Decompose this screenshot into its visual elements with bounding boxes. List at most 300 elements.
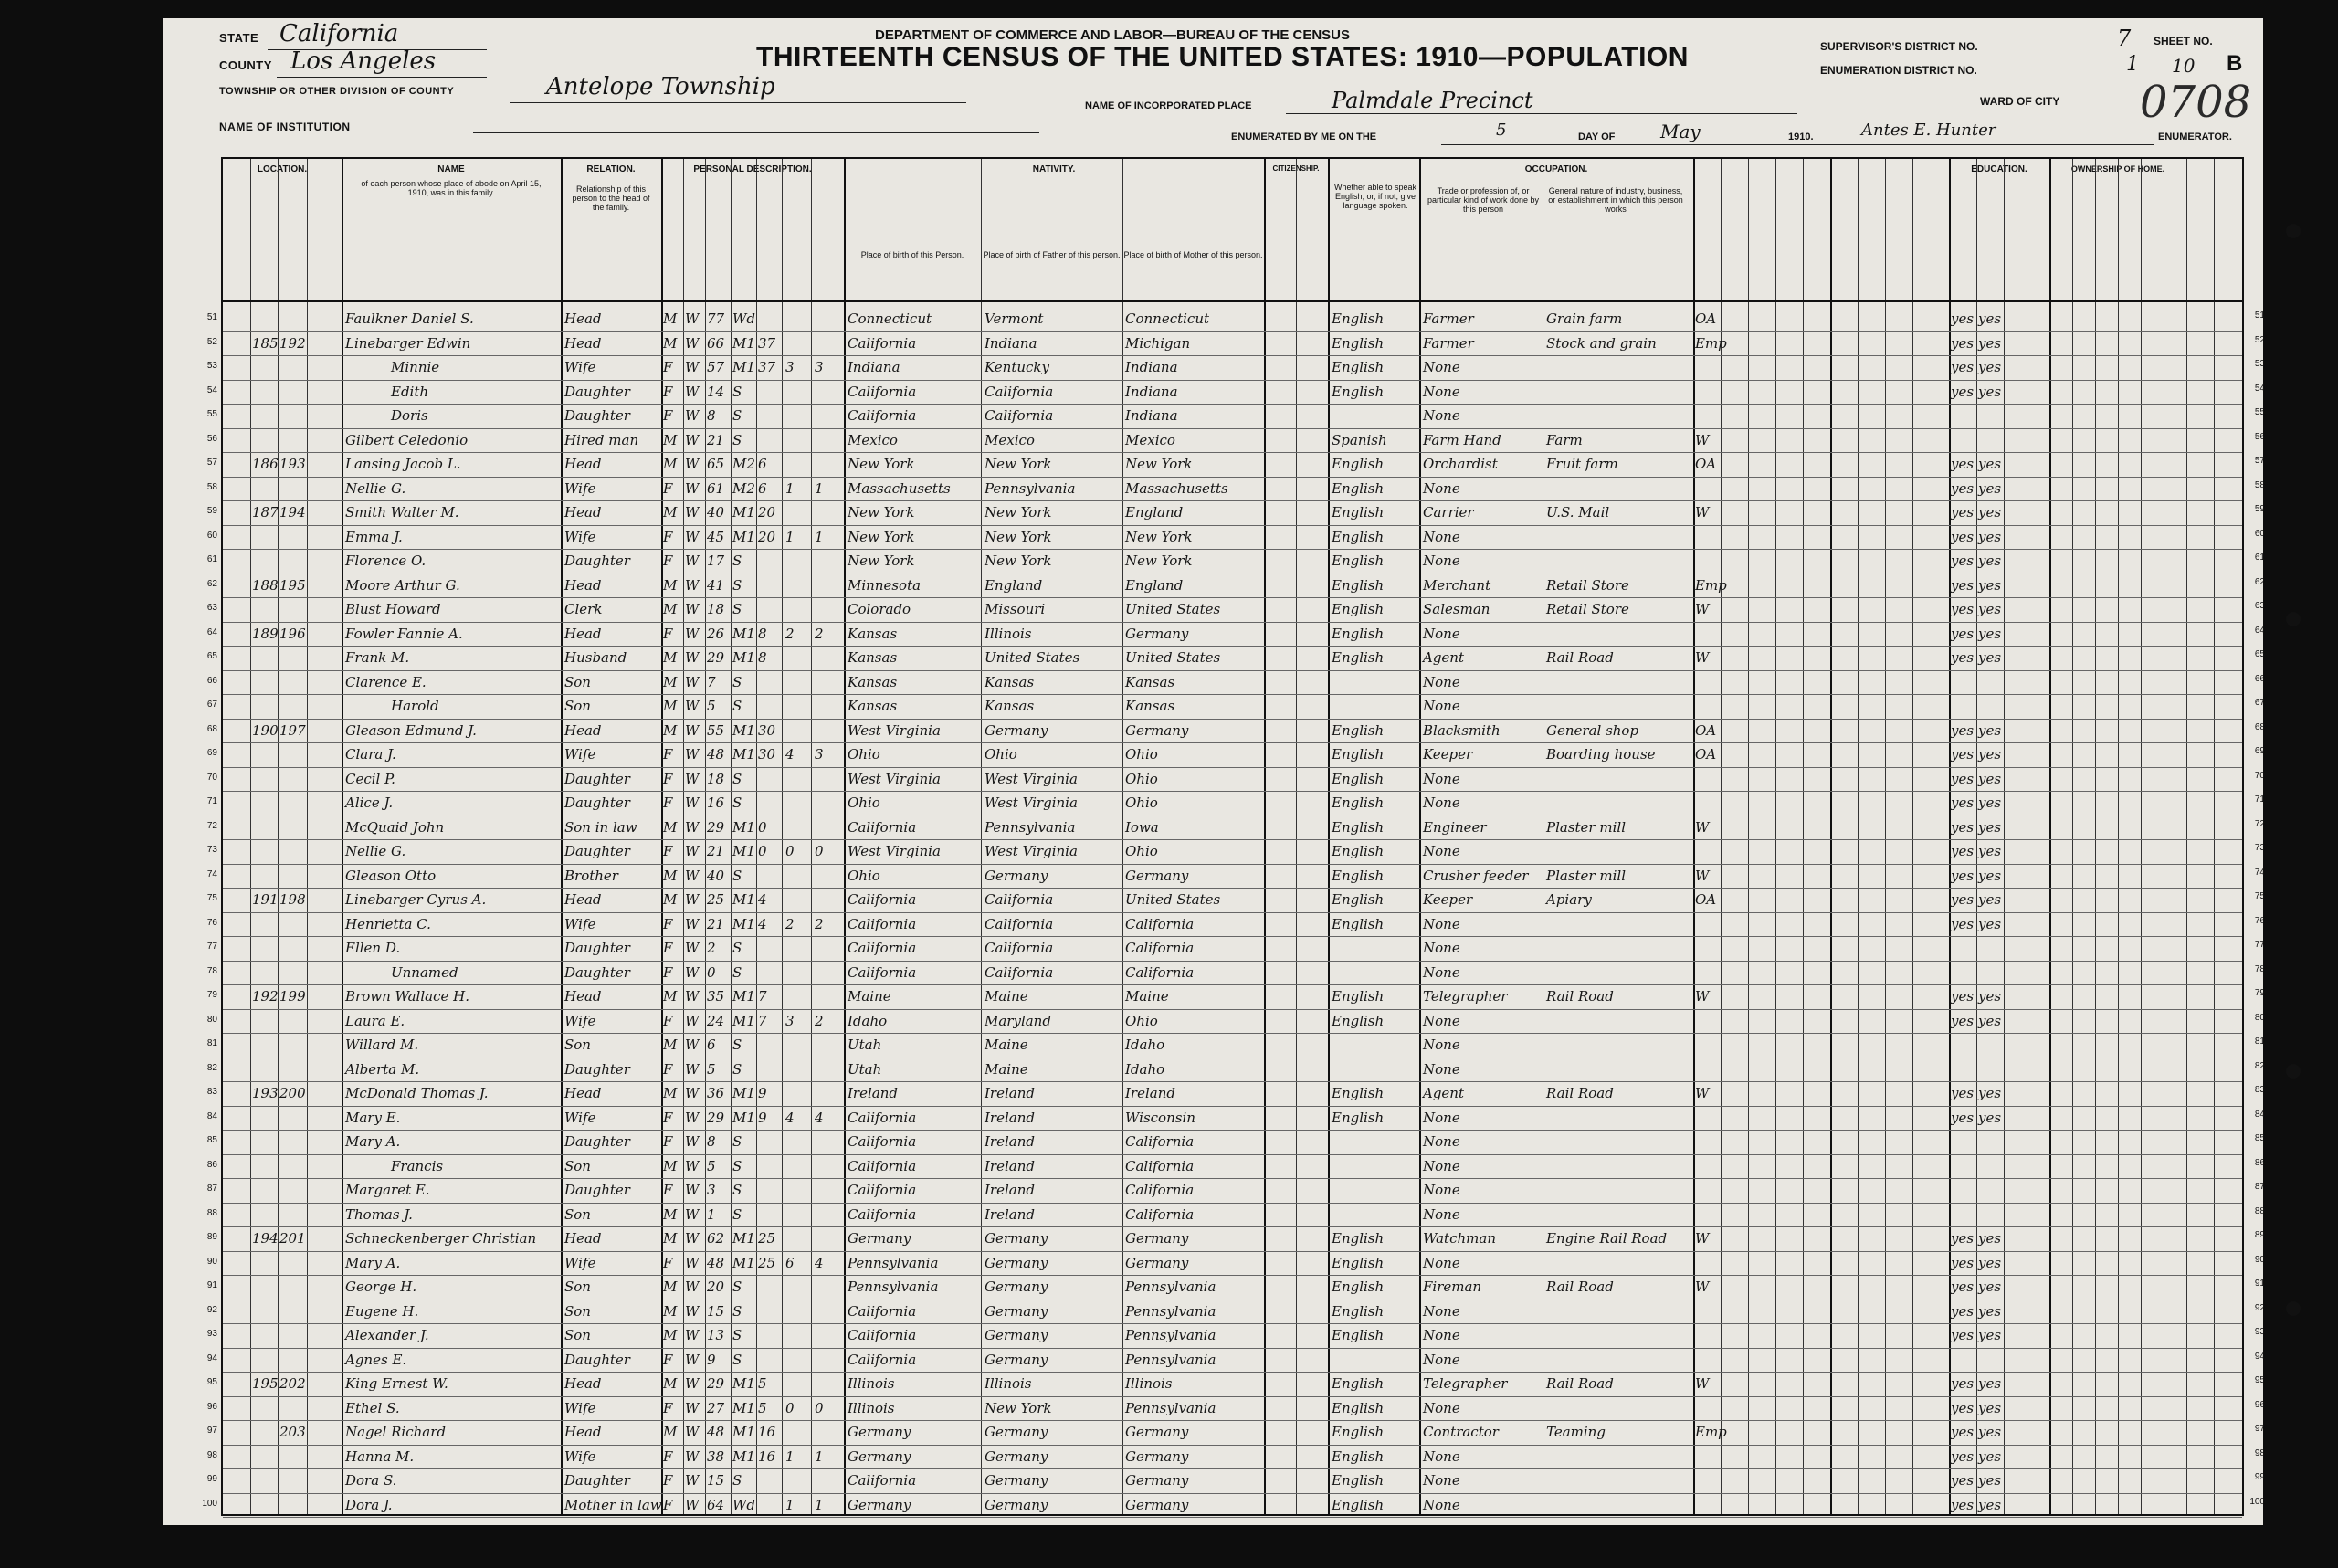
line-number: 61: [206, 554, 217, 564]
birthplace-father: Ireland: [985, 1182, 1035, 1198]
dwelling-number: [252, 1446, 278, 1468]
marital-status: M1: [732, 915, 755, 932]
marital-status: M1: [732, 818, 755, 836]
line-number-right: 66: [2254, 673, 2265, 684]
worker-class: W: [1695, 988, 1710, 1005]
children-born: [785, 429, 809, 451]
person-name: Dora J.: [345, 1496, 393, 1513]
can-read: yes: [1951, 504, 1975, 521]
line-number: 86: [206, 1159, 217, 1170]
group-citizenship: CITIZENSHIP.: [1272, 164, 1320, 173]
line-number: 91: [206, 1280, 217, 1290]
relation: Head: [564, 891, 602, 908]
line-number-right: 54: [2254, 383, 2265, 394]
line-number: 56: [206, 433, 217, 444]
race: W: [685, 1230, 700, 1247]
marital-status: M1: [732, 334, 755, 352]
census-sheet: [163, 18, 2263, 1525]
birthplace-father: Maine: [985, 1060, 1028, 1078]
birthplace-father: Kentucky: [985, 359, 1049, 375]
birthplace-father: England: [985, 576, 1043, 594]
worker-class: [1695, 1469, 1722, 1491]
relation: Head: [564, 988, 602, 1005]
can-read: yes: [1951, 1327, 1975, 1343]
dwelling-number: [252, 768, 278, 790]
occupation-industry: General shop: [1546, 721, 1639, 739]
occupation-trade: None: [1423, 963, 1460, 981]
line-number: 95: [206, 1377, 217, 1387]
person-name: Mary E.: [345, 1109, 401, 1126]
children-born: [785, 865, 809, 887]
sex: M: [663, 721, 678, 739]
marital-status: M1: [732, 359, 755, 375]
occupation-industry: Apiary: [1546, 891, 1592, 908]
birthplace-person: Minnesota: [848, 576, 922, 594]
can-write: yes: [1978, 504, 2002, 521]
census-title: THIRTEENTH CENSUS OF THE UNITED STATES: 1910—POPULATION: [756, 42, 1689, 72]
age: 20: [707, 1279, 725, 1295]
family-number: [279, 1107, 307, 1129]
family-number: [279, 1252, 307, 1274]
family-number: 197: [279, 721, 306, 739]
occupation-trade: Contractor: [1423, 1424, 1499, 1440]
marital-status: S: [732, 1182, 742, 1198]
family-number: [279, 1397, 307, 1419]
children-born: [785, 720, 809, 742]
birthplace-person: California: [848, 915, 917, 932]
children-born: [785, 1469, 809, 1491]
age: 16: [707, 795, 725, 811]
relation: Hired man: [564, 431, 639, 448]
children-born: [785, 695, 809, 717]
person-name: Laura E.: [345, 1012, 405, 1029]
years-married: 16: [758, 1424, 776, 1440]
birthplace-person: Ohio: [848, 867, 880, 884]
occupation-industry: Plaster mill: [1546, 818, 1626, 836]
can-read: yes: [1951, 867, 1975, 884]
line-number: 77: [206, 942, 217, 952]
birthplace-person: Utah: [848, 1037, 882, 1053]
children-living: [815, 501, 842, 523]
dwelling-number: [252, 647, 278, 668]
sex: F: [663, 746, 673, 763]
language: English: [1332, 576, 1385, 594]
line-number-right: 61: [2254, 552, 2265, 563]
birthplace-mother: Ireland: [1125, 1085, 1175, 1101]
birthplace-mother: Idaho: [1125, 1037, 1165, 1053]
sex: F: [663, 1399, 673, 1416]
birthplace-person: Germany: [848, 1230, 911, 1247]
age: 36: [707, 1085, 725, 1101]
birthplace-person: Idaho: [848, 1012, 888, 1029]
birthplace-mother: Germany: [1125, 1496, 1189, 1513]
race: W: [685, 818, 700, 836]
family-number: 200: [279, 1085, 306, 1101]
person-name: Nellie G.: [345, 843, 406, 859]
worker-class: W: [1695, 1375, 1710, 1392]
children-living: 3: [815, 359, 824, 375]
relation: Daughter: [564, 1182, 630, 1198]
race: W: [685, 770, 700, 787]
occupation-trade: Telegrapher: [1423, 1375, 1508, 1392]
marital-status: S: [732, 576, 742, 594]
worker-class: [1695, 1107, 1722, 1129]
line-number-right: 57: [2254, 456, 2265, 466]
years-married: [758, 405, 782, 426]
dwelling-number: [252, 1300, 278, 1322]
birthplace-mother: Massachusetts: [1125, 479, 1228, 497]
race: W: [685, 1254, 700, 1271]
line-number: 74: [206, 868, 217, 879]
occupation-industry: [1546, 1179, 1692, 1201]
person-name: Alexander J.: [345, 1327, 429, 1343]
can-read: yes: [1951, 334, 1975, 352]
marital-status: S: [732, 673, 742, 690]
birthplace-father: Ireland: [985, 1133, 1035, 1150]
marital-status: M1: [732, 1424, 755, 1440]
can-write: yes: [1978, 746, 2002, 763]
relation: Son: [564, 1327, 591, 1343]
occupation-industry: Stock and grain: [1546, 334, 1657, 352]
birthplace-mother: United States: [1125, 891, 1221, 908]
birthplace-mother: Pennsylvania: [1125, 1302, 1216, 1320]
birthplace-father: Indiana: [985, 334, 1037, 352]
marital-status: M1: [732, 1085, 755, 1101]
children-born: [785, 574, 809, 596]
birthplace-mother: Germany: [1125, 1424, 1189, 1440]
children-born: [785, 332, 809, 354]
can-write: yes: [1978, 1302, 2002, 1320]
family-number: 202: [279, 1375, 306, 1392]
years-married: [758, 695, 782, 717]
birthplace-person: California: [848, 891, 917, 908]
language: English: [1332, 1472, 1385, 1489]
worker-class: [1695, 1349, 1722, 1371]
occupation-trade: Watchman: [1423, 1230, 1496, 1247]
marital-status: M1: [732, 504, 755, 521]
birthplace-father: Ireland: [985, 1085, 1035, 1101]
occupation-industry: [1546, 1446, 1692, 1468]
years-married: 8: [758, 649, 767, 666]
years-married: 5: [758, 1399, 767, 1416]
dwelling-number: [252, 1276, 278, 1298]
can-write: yes: [1978, 721, 2002, 739]
dwelling-number: [252, 816, 278, 838]
years-married: [758, 1276, 782, 1298]
line-number: 79: [206, 990, 217, 1000]
can-write: yes: [1978, 310, 2002, 327]
dwelling-number: [252, 1204, 278, 1226]
children-born: 1: [785, 528, 795, 545]
children-living: [815, 1469, 842, 1491]
occupation-industry: [1546, 1058, 1692, 1080]
person-name: Schneckenberger Christian: [345, 1230, 537, 1247]
age: 14: [707, 383, 725, 400]
birthplace-mother: England: [1125, 576, 1184, 594]
years-married: 25: [758, 1254, 776, 1271]
county-underline: [277, 77, 487, 78]
can-write: yes: [1978, 1447, 2002, 1465]
language: English: [1332, 1279, 1385, 1295]
worker-class: W: [1695, 867, 1710, 884]
children-born: [785, 889, 809, 910]
marital-status: M1: [732, 843, 755, 859]
relation: Daughter: [564, 1133, 630, 1150]
children-born: 0: [785, 843, 795, 859]
birthplace-person: Pennsylvania: [848, 1254, 939, 1271]
family-number: [279, 1276, 307, 1298]
birthplace-person: Connecticut: [848, 310, 932, 327]
can-read: yes: [1951, 1375, 1975, 1392]
occupation-trade: None: [1423, 552, 1460, 569]
line-number-right: 90: [2254, 1254, 2265, 1265]
birthplace-person: Kansas: [848, 698, 898, 714]
can-read: [1951, 1058, 1978, 1080]
can-write: yes: [1978, 1085, 2002, 1101]
birthplace-person: West Virginia: [848, 843, 941, 859]
can-read: [1951, 962, 1978, 984]
birthplace-mother: Indiana: [1125, 359, 1178, 375]
age: 64: [707, 1496, 725, 1513]
relation: Head: [564, 504, 602, 521]
children-living: [815, 1082, 842, 1104]
can-write: yes: [1978, 1496, 2002, 1513]
marital-status: S: [732, 963, 742, 981]
family-number: 194: [279, 504, 306, 521]
occupation-industry: Retail Store: [1546, 601, 1629, 617]
birthplace-father: West Virginia: [985, 770, 1078, 787]
line-number: 97: [206, 1426, 217, 1436]
race: W: [685, 915, 700, 932]
relation: Head: [564, 310, 602, 327]
occupation-trade: Merchant: [1423, 576, 1491, 594]
line-number: 98: [206, 1449, 217, 1460]
can-write: yes: [1978, 1279, 2002, 1295]
occupation-trade: None: [1423, 1327, 1460, 1343]
occupation-trade: None: [1423, 1109, 1460, 1126]
family-number: [279, 1324, 307, 1346]
occupation-trade: None: [1423, 479, 1460, 497]
age: 1: [707, 1205, 716, 1223]
line-number-right: 96: [2254, 1399, 2265, 1410]
line-number-right: 94: [2254, 1351, 2265, 1362]
age: 48: [707, 1254, 725, 1271]
relation: Clerk: [564, 601, 603, 617]
language: English: [1332, 818, 1385, 836]
relation: Head: [564, 625, 602, 642]
state-label: STATE: [219, 31, 259, 45]
children-born: 0: [785, 1399, 795, 1416]
marital-status: M1: [732, 891, 755, 908]
line-number-right: 77: [2254, 940, 2265, 950]
line-number: 93: [206, 1329, 217, 1339]
can-read: yes: [1951, 649, 1975, 666]
birthplace-father: Germany: [985, 1496, 1048, 1513]
age: 21: [707, 915, 725, 932]
sex: F: [663, 1496, 673, 1513]
sex: M: [663, 867, 678, 884]
can-read: yes: [1951, 721, 1975, 739]
children-born: [785, 501, 809, 523]
industry-header: General nature of industry, business, or establishment in which this person works: [1548, 186, 1683, 214]
age: 8: [707, 1133, 716, 1150]
person-name: Ellen D.: [345, 940, 401, 956]
family-number: 199: [279, 988, 306, 1005]
age: 29: [707, 1375, 725, 1392]
person-name: Cecil P.: [345, 770, 395, 787]
age: 8: [707, 407, 716, 424]
occupation-trade: None: [1423, 1472, 1460, 1489]
years-married: [758, 574, 782, 596]
children-living: [815, 937, 842, 959]
sex: M: [663, 891, 678, 908]
birth-father-header: Place of birth of Father of this person.: [983, 250, 1121, 259]
children-born: [785, 1082, 809, 1104]
can-write: yes: [1978, 770, 2002, 787]
children-born: [785, 1324, 809, 1346]
language: English: [1332, 915, 1385, 932]
race: W: [685, 1472, 700, 1489]
can-read: yes: [1951, 1109, 1975, 1126]
relation: Head: [564, 1230, 602, 1247]
dwelling-number: [252, 1421, 278, 1443]
sheet-no: 10: [2172, 55, 2196, 77]
birthplace-father: Vermont: [985, 310, 1044, 327]
children-living: [815, 1421, 842, 1443]
birth-person-header: Place of birth of this Person.: [860, 250, 964, 259]
family-number: [279, 1300, 307, 1322]
marital-status: S: [732, 1037, 742, 1053]
dwelling-number: [252, 381, 278, 403]
sex: F: [663, 915, 673, 932]
can-read: yes: [1951, 1424, 1975, 1440]
occupation-trade: Farm Hand: [1423, 431, 1501, 448]
can-read: yes: [1951, 1230, 1975, 1247]
worker-class: Emp: [1695, 334, 1727, 352]
birthplace-father: Kansas: [985, 673, 1035, 690]
children-living: 3: [815, 746, 824, 763]
institution-underline: [473, 132, 1039, 133]
sex: M: [663, 334, 678, 352]
line-number-right: 63: [2254, 601, 2265, 611]
sex: M: [663, 988, 678, 1005]
language: [1332, 405, 1419, 426]
children-born: [785, 962, 809, 984]
line-number-right: 100: [2249, 1496, 2265, 1507]
birthplace-person: California: [848, 1157, 917, 1174]
worker-class: [1695, 405, 1722, 426]
children-living: 0: [815, 1399, 824, 1416]
birthplace-father: Germany: [985, 1327, 1048, 1343]
sex: M: [663, 1327, 678, 1343]
children-living: 1: [815, 1447, 824, 1465]
sex: M: [663, 1424, 678, 1440]
stamp-number: 0708: [2140, 77, 2252, 128]
line-number: 70: [206, 772, 217, 783]
family-number: 195: [279, 576, 306, 594]
relation: Wife: [564, 1254, 596, 1271]
line-number-right: 82: [2254, 1060, 2265, 1071]
sheet-label: SHEET NO.: [2154, 35, 2213, 47]
children-living: [815, 1179, 842, 1201]
birthplace-person: California: [848, 940, 917, 956]
worker-class: W: [1695, 1230, 1710, 1247]
occupation-trade: None: [1423, 1060, 1460, 1078]
relation: Wife: [564, 359, 596, 375]
birthplace-mother: California: [1125, 1133, 1195, 1150]
can-read: yes: [1951, 479, 1975, 497]
children-born: 1: [785, 479, 795, 497]
age: 18: [707, 601, 725, 617]
marital-status: S: [732, 1327, 742, 1343]
occupation-trade: None: [1423, 1037, 1460, 1053]
line-number: 65: [206, 651, 217, 661]
occupation-trade: None: [1423, 843, 1460, 859]
relation: Wife: [564, 1447, 596, 1465]
occupation-industry: [1546, 1107, 1692, 1129]
family-number: [279, 1155, 307, 1177]
children-living: 4: [815, 1109, 824, 1126]
line-number: 100: [202, 1498, 217, 1509]
race: W: [685, 576, 700, 594]
race: W: [685, 1375, 700, 1392]
can-read: yes: [1951, 746, 1975, 763]
can-read: yes: [1951, 891, 1975, 908]
occupation-industry: Engine Rail Road: [1546, 1230, 1668, 1247]
name-subheader: of each person whose place of abode on April 15, 1910, was in this family.: [361, 179, 542, 197]
person-name: Margaret E.: [345, 1182, 430, 1198]
line-number: 88: [206, 1207, 217, 1218]
enum-district-label: ENUMERATION DISTRICT NO.: [1820, 64, 1977, 77]
worker-class: W: [1695, 818, 1710, 836]
dwelling-number: [252, 913, 278, 935]
birthplace-mother: Maine: [1125, 988, 1169, 1005]
family-number: 198: [279, 891, 306, 908]
race: W: [685, 334, 700, 352]
family-number: [279, 962, 307, 984]
marital-status: M1: [732, 1399, 755, 1416]
age: 38: [707, 1447, 725, 1465]
can-read: yes: [1951, 576, 1975, 594]
worker-class: W: [1695, 431, 1710, 448]
sex: F: [663, 963, 673, 981]
occupation-industry: [1546, 913, 1692, 935]
line-number: 92: [206, 1304, 217, 1315]
language: English: [1332, 456, 1385, 472]
line-number: 68: [206, 723, 217, 734]
relation: Husband: [564, 649, 627, 666]
sex: M: [663, 576, 678, 594]
birthplace-father: Illinois: [985, 1375, 1032, 1392]
occupation-trade: None: [1423, 1447, 1460, 1465]
years-married: [758, 671, 782, 693]
language: English: [1332, 649, 1385, 666]
can-write: [1978, 405, 2006, 426]
children-living: 1: [815, 528, 824, 545]
person-name: Gleason Edmund J.: [345, 721, 477, 739]
birthplace-person: Ohio: [848, 746, 880, 763]
worker-class: W: [1695, 649, 1710, 666]
children-born: [785, 1276, 809, 1298]
line-number: 62: [206, 578, 217, 589]
children-living: [815, 865, 842, 887]
line-number-right: 93: [2254, 1327, 2265, 1337]
language: English: [1332, 795, 1385, 811]
race: W: [685, 649, 700, 666]
person-name: Francis: [391, 1157, 444, 1174]
marital-status: S: [732, 795, 742, 811]
race: W: [685, 310, 700, 327]
